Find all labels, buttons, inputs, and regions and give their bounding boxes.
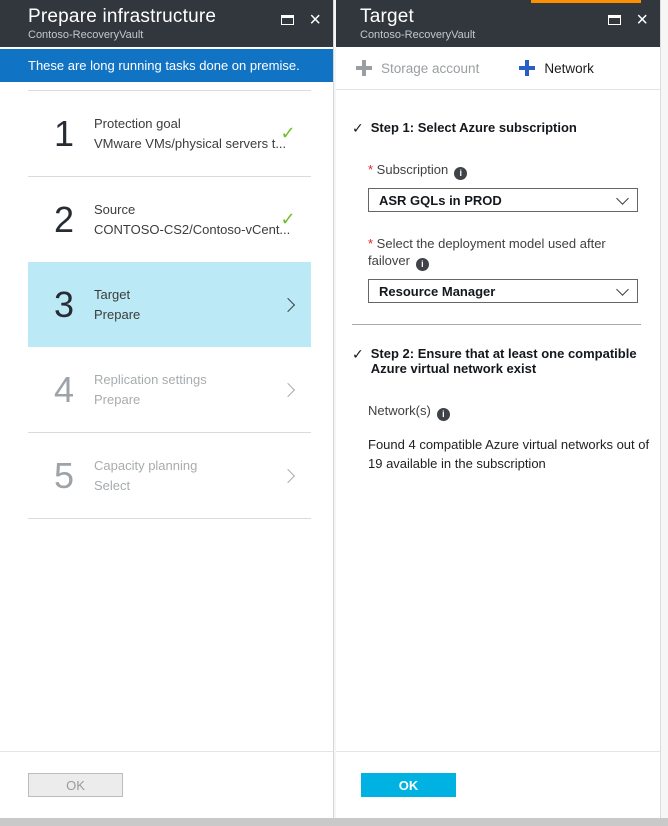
step2-heading: ✓ Step 2: Ensure that at least one compatible Azure virtual network exist [352,346,641,376]
info-icon[interactable] [416,258,429,271]
wizard-steps-list [0,90,333,519]
close-icon[interactable] [636,12,648,28]
step-number: 2 [54,198,75,240]
chevron-down-icon [616,192,629,205]
target-pane-content [336,120,660,474]
plus-icon [519,60,535,76]
ok-button-disabled: OK [28,773,123,797]
window-controls [608,12,648,28]
ok-button[interactable]: OK [361,773,456,797]
checkmark-icon [280,123,295,144]
step-number: 3 [54,283,75,325]
blade-header [336,0,660,47]
networks-label: Network(s)i [368,402,646,421]
deployment-selected-value: Resource Manager [379,283,496,299]
chevron-right-icon [281,297,295,311]
close-icon[interactable] [309,12,321,28]
toolbar-item-label: Network [544,60,594,76]
chevron-down-icon [616,283,629,296]
chevron-right-icon [281,468,295,482]
step-label: Replication settings [94,372,207,387]
subscription-dropdown[interactable] [368,188,638,212]
networks-found-text: Found 4 compatible Azure virtual networks out of 19 available in the subscription [368,437,650,471]
step-sublabel: VMware VMs/physical servers t... [94,136,287,151]
plus-icon [356,60,372,76]
blade-title: Prepare infrastructure [28,6,217,27]
step-separator [28,518,311,519]
info-icon[interactable] [454,167,467,180]
step1-heading: ✓ Step 1: Select Azure subscription [352,120,641,138]
target-blade [336,0,661,818]
step-item-target[interactable] [28,262,311,347]
checkmark-icon [352,346,364,376]
info-icon[interactable] [437,408,450,421]
step-item-replication-settings [28,347,311,432]
add-network-button[interactable] [519,60,594,76]
section-divider [352,324,641,325]
required-asterisk: * Select the deployment model used after failover [368,236,606,268]
step-item-source[interactable] [28,177,311,262]
chevron-right-icon [281,382,295,396]
step-label: Capacity planning [94,458,198,473]
add-storage-account-button [356,60,479,76]
step-number: 5 [54,454,75,496]
blade-header [0,0,333,47]
step-sublabel: Select [94,478,131,493]
window-bottom-edge [0,818,668,826]
checkmark-icon [280,209,295,230]
step-sublabel: CONTOSO-CS2/Contoso-vCent... [94,222,291,237]
window-controls [281,12,321,28]
step-sublabel: Prepare [94,392,141,407]
required-asterisk: * Subscription [368,162,448,177]
blade-footer [0,751,333,818]
blade-subtitle: Contoso-RecoveryVault [360,29,476,41]
step-label: Target [94,287,131,302]
deployment-model-label [368,235,646,271]
prepare-infrastructure-blade [0,0,334,818]
blade-subtitle: Contoso-RecoveryVault [28,29,144,41]
blade-footer [336,751,660,818]
subscription-selected-value: ASR GQLs in PROD [379,192,502,208]
step-number: 4 [54,368,75,410]
maximize-icon[interactable] [608,15,621,25]
step-item-capacity-planning [28,433,311,518]
step-label: Source [94,202,136,217]
step-sublabel: Prepare [94,307,141,322]
step-label: Protection goal [94,116,181,131]
deployment-model-dropdown[interactable] [368,279,638,303]
info-banner: These are long running tasks done on premise. [0,49,333,82]
step-number: 1 [54,112,75,154]
step-item-protection-goal[interactable] [28,91,311,176]
blade-title: Target [360,6,415,27]
orange-accent-bar [531,0,641,3]
toolbar-item-label: Storage account [381,60,480,76]
checkmark-icon [352,120,364,138]
maximize-icon[interactable] [281,15,294,25]
command-toolbar [336,47,660,90]
subscription-label [368,161,646,180]
